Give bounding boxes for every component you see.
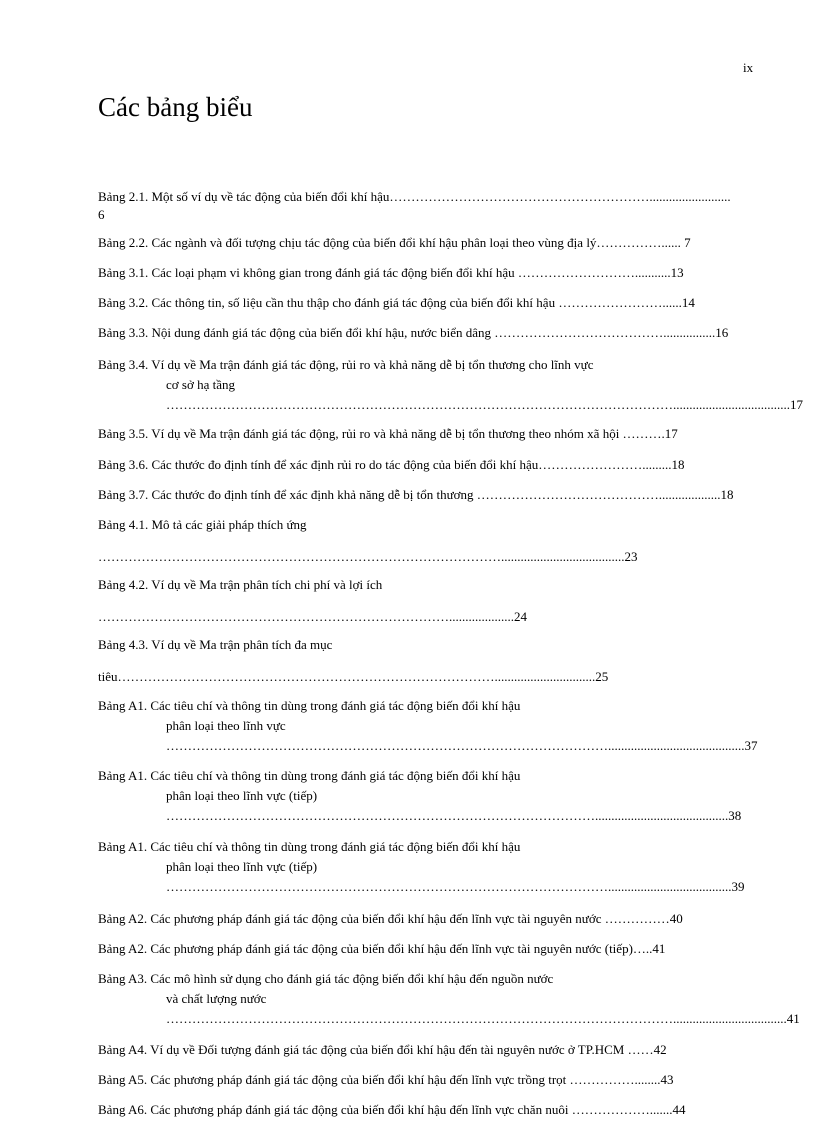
entry-page: tiêu……………………………………………………………………………...............................25: [98, 669, 609, 684]
toc-entry[interactable]: [98, 1071, 674, 1089]
entry-page: …………………………………………………………………………………......................................23: [98, 549, 638, 564]
toc-entry[interactable]: [98, 1041, 667, 1059]
toc-entry[interactable]: [98, 188, 731, 224]
toc-entry[interactable]: [98, 767, 741, 825]
toc-entry[interactable]: [98, 324, 728, 342]
entry-page: …………………………………………………………………………………………......................................39: [166, 879, 745, 894]
toc-entry[interactable]: [98, 516, 638, 566]
toc-entry[interactable]: [98, 456, 685, 474]
entry-page: 6: [98, 207, 105, 222]
toc-entry[interactable]: [98, 234, 691, 252]
toc-entry[interactable]: [98, 1101, 685, 1119]
entry-page: ………………………………………………………………………………………………………....................................17: [166, 397, 803, 412]
toc-entry[interactable]: [98, 294, 695, 312]
entry-label: Bảng A1. Các tiêu chí và thông tin dùng trong đánh giá tác động biến đổi khí hậu: [98, 768, 521, 783]
toc-entry[interactable]: [98, 910, 683, 928]
page-number: ix: [743, 60, 754, 75]
entry-label: Bảng 3.7. Các thước đo định tính để xác định khả năng dễ bị tổn thương ……………………………………...................18: [98, 487, 734, 502]
entry-label-cont: cơ sở hạ tầng: [166, 377, 235, 392]
entry-label: Bảng 2.1. Một số ví dụ về tác động của biến đổi khí hậu…………………………………………………….........................: [98, 189, 731, 204]
toc-entry[interactable]: [98, 970, 800, 1028]
entry-label: Bảng A5. Các phương pháp đánh giá tác động của biến đổi khí hậu đến lĩnh vực trồng trọt ……………........43: [98, 1072, 674, 1087]
toc-entry[interactable]: [98, 576, 527, 626]
entry-page: ………………………………………………………………………………………………………...................................41: [166, 1011, 800, 1026]
entry-page: ………………………………………………………………………....................24: [98, 609, 527, 624]
entry-label: Bảng A6. Các phương pháp đánh giá tác động của biến đổi khí hậu đến lĩnh vực chăn nuôi ……………….......44: [98, 1102, 686, 1117]
entry-label: Bảng 3.6. Các thước đo định tính để xác định rủi ro do tác động của biến đổi khí hậu…………………….........18: [98, 457, 685, 472]
entry-label-cont: phân loại theo lĩnh vực: [166, 718, 286, 733]
entry-label-cont: phân loại theo lĩnh vực (tiếp): [166, 859, 318, 874]
toc-entry[interactable]: [98, 838, 745, 896]
page-title: Các bảng biểu: [98, 92, 253, 122]
entry-label: Bảng 3.1. Các loại phạm vi không gian trong đánh giá tác động biến đổi khí hậu ………………………...........13: [98, 265, 684, 280]
toc-entry[interactable]: [98, 264, 684, 282]
entry-label: Bảng 2.2. Các ngành và đối tượng chịu tác động của biến đổi khí hậu phân loại theo vùng địa lý……………...... 7: [98, 235, 691, 250]
entry-label: Bảng 3.3. Nội dung đánh giá tác động của biến đổi khí hậu, nước biển dâng …………………………………................16: [98, 325, 729, 340]
entry-label: Bảng A1. Các tiêu chí và thông tin dùng trong đánh giá tác động biến đổi khí hậu: [98, 698, 521, 713]
entry-label-cont: phân loại theo lĩnh vực (tiếp): [166, 788, 318, 803]
entry-page: ……………………………………………………………………………………….........................................38: [166, 808, 742, 823]
entry-label: Bảng A4. Ví dụ về Đối tượng đánh giá tác động của biến đổi khí hậu đến tài nguyên nước ở TP.HCM ……42: [98, 1042, 667, 1057]
toc-entry[interactable]: [98, 697, 758, 755]
entry-page: …………………………………………………………………………………………..........................................37: [166, 738, 758, 753]
toc-entry[interactable]: [98, 940, 665, 958]
entry-label: Bảng A2. Các phương pháp đánh giá tác động của biến đổi khí hậu đến lĩnh vực tài nguyên nước (tiếp)…..41: [98, 941, 666, 956]
entry-label: Bảng 3.2. Các thông tin, số liệu cần thu thập cho đánh giá tác động của biến đổi khí hậu ……………………......14: [98, 295, 695, 310]
entry-label: Bảng 4.2. Ví dụ về Ma trận phân tích chi phí và lợi ích: [98, 577, 383, 592]
entry-label: Bảng A2. Các phương pháp đánh giá tác động của biến đổi khí hậu đến lĩnh vực tài nguyên nước ……………40: [98, 911, 683, 926]
entry-label: Bảng 3.5. Ví dụ về Ma trận đánh giá tác động, rủi ro và khả năng dễ bị tổn thương theo nhóm xã hội ……….17: [98, 426, 678, 441]
entry-label: Bảng A1. Các tiêu chí và thông tin dùng trong đánh giá tác động biến đổi khí hậu: [98, 839, 521, 854]
entry-label-cont: và chất lượng nước: [166, 991, 267, 1006]
toc-entry[interactable]: [98, 356, 803, 414]
entry-label: Bảng 3.4. Ví dụ về Ma trận đánh giá tác động, rủi ro và khả năng dễ bị tổn thương cho lĩnh vực: [98, 357, 594, 372]
toc-entry[interactable]: [98, 636, 608, 686]
toc-entry[interactable]: [98, 486, 734, 504]
entry-label: Bảng A3. Các mô hình sử dụng cho đánh giá tác động biến đổi khí hậu đến nguồn nước: [98, 971, 554, 986]
entry-label: Bảng 4.1. Mô tả các giải pháp thích ứng: [98, 517, 307, 532]
entry-label: Bảng 4.3. Ví dụ về Ma trận phân tích đa mục: [98, 637, 333, 652]
toc-entry[interactable]: [98, 425, 678, 443]
